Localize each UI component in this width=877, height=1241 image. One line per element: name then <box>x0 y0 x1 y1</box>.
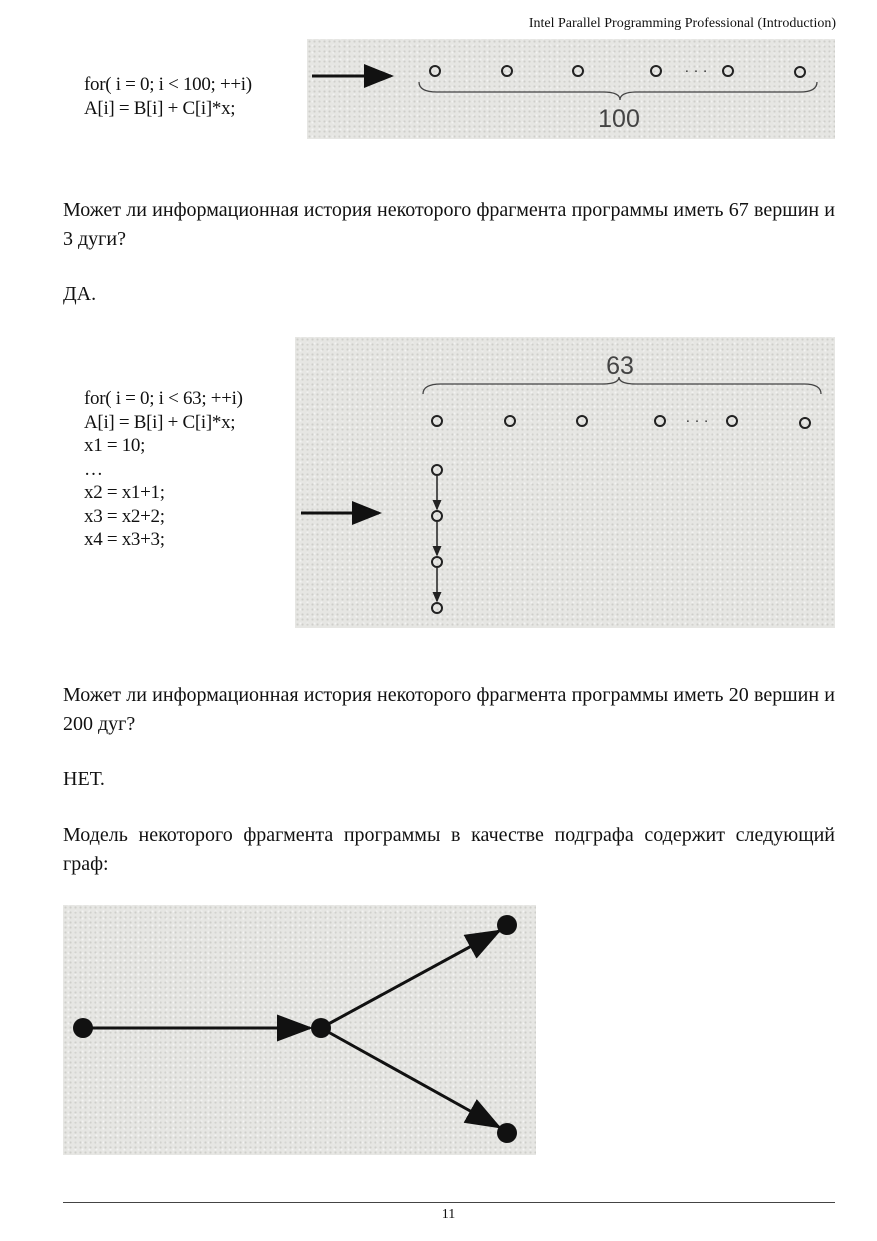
graph-node <box>723 66 733 76</box>
code-block-loop-63 <box>84 387 243 552</box>
graph-100-nodes <box>307 39 835 139</box>
figure-branching-graph <box>63 905 536 1155</box>
question-paragraph: Может ли информационная история некоторого фрагмента программы иметь 20 вершин и 200 дуг? <box>63 684 835 735</box>
branching-graph <box>63 905 536 1155</box>
graph-node-lower <box>497 1123 517 1143</box>
statement-paragraph: Модель некоторого фрагмента программы в качестве подграфа содержит следующий граф: <box>63 824 835 875</box>
code-line: x1 = 10; <box>84 435 146 456</box>
running-header: Intel Parallel Programming Professional (Introduction) <box>528 16 836 31</box>
graph-node-branch <box>311 1018 331 1038</box>
code-line: A[i] = B[i] + C[i]*x; <box>84 97 236 119</box>
code-block-loop-100 <box>84 73 252 120</box>
graph-node <box>795 67 805 77</box>
chain-node-x1 <box>432 465 442 475</box>
figure-63-nodes-and-chain <box>295 337 835 628</box>
graph-node <box>502 66 512 76</box>
code-line: x2 = x1+1; <box>84 482 165 503</box>
code-line: x4 = x3+3; <box>84 529 165 550</box>
graph-node <box>727 416 737 426</box>
graph-node <box>800 418 810 428</box>
chain-node-x3 <box>432 557 442 567</box>
graph-node-source <box>73 1018 93 1038</box>
graph-node-upper <box>497 915 517 935</box>
graph-node <box>573 66 583 76</box>
graph-node <box>655 416 665 426</box>
page-number: 11 <box>441 1207 456 1222</box>
graph-node <box>432 416 442 426</box>
code-line: for( i = 0; i < 100; ++i) <box>84 74 252 95</box>
graph-63-nodes-chain <box>295 337 835 628</box>
code-line: … <box>84 458 103 480</box>
count-label: 100 <box>598 105 640 133</box>
code-line: for( i = 0; i < 63; ++i) <box>84 388 243 409</box>
count-label: 63 <box>606 352 634 380</box>
ellipsis-label: · · · <box>684 62 708 79</box>
chain-node-x2 <box>432 511 442 521</box>
chain-node-x4 <box>432 603 442 613</box>
graph-node <box>651 66 661 76</box>
code-line: A[i] = B[i] + C[i]*x; <box>84 411 236 433</box>
graph-node <box>505 416 515 426</box>
graph-node <box>577 416 587 426</box>
answer-no: НЕТ. <box>63 768 105 790</box>
figure-independent-nodes-100 <box>307 39 835 139</box>
footer-rule <box>63 1202 835 1203</box>
code-line: x3 = x2+2; <box>84 505 165 527</box>
graph-node <box>430 66 440 76</box>
graph-arc <box>321 1028 499 1127</box>
ellipsis-label: · · · <box>685 412 709 429</box>
answer-yes: ДА. <box>63 283 97 305</box>
graph-arc <box>321 931 499 1028</box>
brace <box>419 82 817 100</box>
question-paragraph: Может ли информационная история некоторого фрагмента программы иметь 67 вершин и 3 дуги? <box>63 199 835 250</box>
